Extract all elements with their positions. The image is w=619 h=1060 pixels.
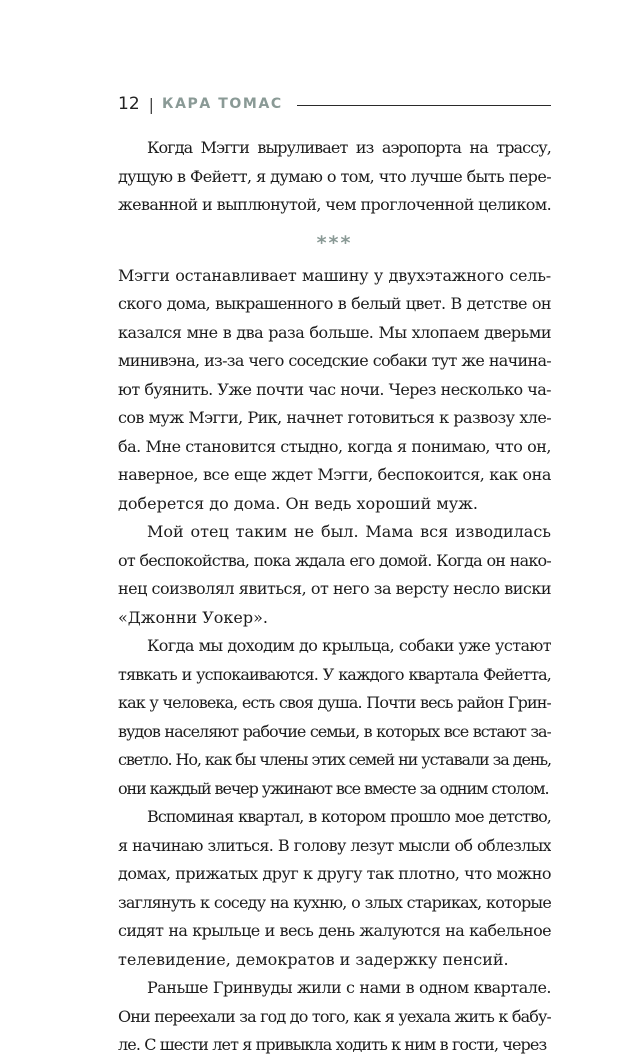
paragraph: [118, 974, 551, 1060]
text-line: минивэна, из-за чего соседские собаки тут же начина-: [118, 351, 551, 370]
header-rule: [297, 105, 551, 106]
running-header: [118, 92, 551, 116]
text-line: «Джонни Уокер».: [118, 607, 269, 627]
text-line: Когда Мэгги выруливает из аэропорта на трассу,: [147, 138, 551, 157]
text-line: домах, прижатых друг к другу так плотно, что можно: [118, 864, 551, 883]
body-text: [118, 134, 551, 1060]
text-line: Мой отец таким не был. Мама вся изводилась: [147, 522, 551, 541]
text-line: сидят на крыльце и весь день жалуются на кабельное: [118, 921, 551, 940]
paragraph: [118, 632, 551, 803]
text-line: ба. Мне становится стыдно, когда я понимаю, что он,: [118, 436, 551, 456]
text-line: от беспокойства, пока ждала его домой. Когда он нако-: [118, 550, 551, 570]
paragraph: [118, 518, 551, 632]
paragraph: [118, 803, 551, 974]
text-line: дущую в Фейетт, я думаю о том, что лучше быть пере-: [118, 166, 551, 186]
text-line: Раньше Гринвуды жили с нами в одном квартале.: [147, 978, 551, 997]
header-separator: |: [148, 94, 155, 114]
page-number: 12: [118, 94, 140, 114]
text-line: наверное, все еще ждет Мэгги, беспокоится, как она: [118, 465, 551, 484]
text-line: Когда мы доходим до крыльца, собаки уже устают: [147, 636, 551, 655]
text-line: ле. С шести лет я привыкла ходить к ним в гости, через: [118, 1035, 547, 1054]
text-line: ют буянить. Уже почти час ночи. Через несколько ча-: [118, 379, 551, 399]
text-line: я начинаю злиться. В голову лезут мысли об облезлых: [118, 835, 551, 855]
section-break: ***: [316, 231, 353, 254]
paragraph: [118, 262, 551, 519]
text-line: ского дома, выкрашенного в белый цвет. В детстве он: [118, 294, 551, 313]
text-line: казался мне в два раза больше. Мы хлопаем дверьми: [118, 322, 551, 342]
paragraph: [118, 134, 551, 220]
author-name: КАРА ТОМАС: [162, 96, 283, 112]
text-line: заглянуть к соседу на кухню, о злых стариках, которые: [118, 892, 551, 912]
text-line: Мэгги останавливает машину у двухэтажного сель-: [118, 265, 551, 285]
text-line: Они переехали за год до того, как я уехала жить к бабу-: [118, 1006, 551, 1026]
text-line: доберется до дома. Он ведь хороший муж.: [118, 493, 478, 513]
text-line: телевидение, демократов и задержку пенсий.: [118, 949, 509, 969]
text-line: тявкать и успокаиваются. У каждого квартала Фейетта,: [118, 664, 551, 684]
text-line: вудов населяют рабочие семьи, в которых все встают за-: [118, 721, 551, 741]
text-line: как у человека, есть своя душа. Почти весь район Грин-: [118, 693, 551, 712]
text-line: жеванной и выплюнутой, чем проглоченной целиком.: [118, 195, 552, 214]
text-line: сов муж Мэгги, Рик, начнет готовиться к развозу хле-: [118, 408, 551, 427]
text-line: они каждый вечер ужинают все вместе за одним столом.: [118, 778, 549, 798]
text-line: Вспоминая квартал, в котором прошло мое детство,: [147, 807, 551, 826]
text-line: нец соизволял явиться, от него за версту несло виски: [118, 579, 551, 598]
text-line: светло. Но, как бы члены этих семей ни уставали за день,: [118, 750, 551, 769]
